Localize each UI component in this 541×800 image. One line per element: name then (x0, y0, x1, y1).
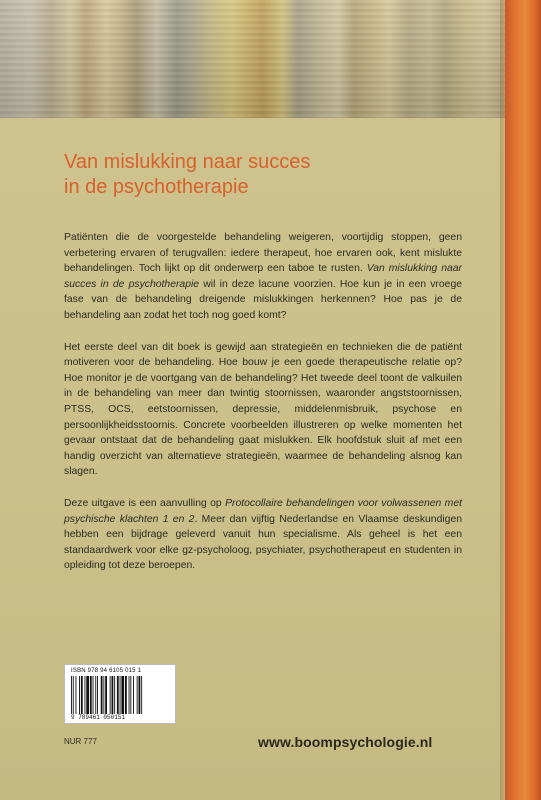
barcode-bar (117, 676, 119, 714)
barcode-bar (125, 676, 127, 714)
paragraph-intro-part-b: wil in deze lacune voorzien. Hoe kun je in een vroege fase van de behandeling dreigende mislukkingen herkennen? Hoe pas je de behandeling aan zodat het toch nog goed komt? (64, 278, 463, 321)
title-line-2: in de psychotherapie (64, 176, 249, 198)
paragraph-intro-part-a: Patiënten die de voorgestelde behandeling weigeren, voortijdig stoppen, geen verbetering ervaren of terugvallen: iedere therapeut, hoe ervaren ook, kent mislukte behandelingen. Toch lijkt op dit onderwerp een taboe te rusten. (64, 232, 462, 275)
barcode-bar (139, 676, 141, 714)
cover-photo-strip (0, 0, 505, 118)
barcode-digits: 9 789461 050151 (71, 714, 126, 721)
barcode-bar (133, 676, 134, 714)
barcode-bar (114, 676, 115, 714)
publisher-website: www.boompsychologie.nl (258, 734, 433, 750)
isbn-barcode (64, 664, 176, 724)
title-line-1: Van mislukking naar succes (64, 151, 311, 173)
nur-code: NUR 777 (64, 737, 97, 746)
barcode-bar (129, 676, 130, 714)
barcode-bar (93, 676, 94, 714)
paragraph-contents: Het eerste deel van dit boek is gewijd aan strategieën en technieken die de patiënt motiveren voor de behandeling. Hoe bouw je een goede therapeutische relatie op? Hoe monitor je de voortgang van de behandeling? Het tweede deel toont de valkuilen in de behandeling van meer dan twintig stoornissen, waaronder angststoornissen, PTSS, OCS, eetstoornissen, depressie, middelenmisbruik, psychose en persoonlijkheidsstoornis. Concrete voorbeelden illustreren op welke momenten het gevaar ontstaat dat de behandeling gaat mislukken. Elk hoofdstuk sluit af met een handig overzicht van alternatieve strategieën, waarmee de behandeling alsnog kan slagen. (64, 341, 462, 478)
barcode-bar (101, 676, 103, 714)
barcode-bar (85, 676, 86, 714)
barcode-bar (81, 676, 83, 714)
paragraph-intro-title-italic: Van mislukking naar succes in de psychotherapie (64, 263, 462, 290)
barcode-bar (71, 676, 72, 714)
barcode-bar (79, 676, 80, 714)
barcode-bar (112, 676, 114, 714)
barcode-bar (110, 676, 111, 714)
isbn-label: ISBN 978 94 6105 015 1 (71, 668, 142, 674)
barcode-bar (121, 676, 124, 714)
barcode-bar (137, 676, 138, 714)
barcode-bars (69, 676, 171, 714)
paragraph-edition (64, 496, 462, 574)
barcode-bar (76, 676, 77, 714)
barcode-bar (120, 676, 121, 714)
barcode-bar (73, 676, 74, 714)
barcode-bar (95, 676, 96, 714)
barcode-bar (130, 676, 131, 714)
cover-text-block (64, 150, 462, 590)
paragraph-edition-part-b: . Meer dan vijftig Nederlandse en Vlaamse deskundigen hebben een bijdrage geleverd vanuit hun specialisme. Als geheel is het een standaardwerk voor elke gz-psycholoog, psychiater, psychotherapeut en studenten in opleiding tot deze beroepen. (64, 513, 462, 572)
barcode-bar (97, 676, 98, 714)
barcode-bar (103, 676, 104, 714)
barcode-bar (105, 676, 107, 714)
paragraph-edition-part-a: Deze uitgave is een aanvulling op (64, 497, 226, 509)
paragraph-edition-title-italic: Protocollaire behandelingen voor volwassenen met psychische klachten 1 en 2 (64, 497, 463, 525)
book-title (64, 150, 462, 200)
paragraph-intro (64, 230, 462, 324)
book-spine (505, 0, 541, 800)
barcode-bar (86, 676, 89, 714)
barcode-bar (90, 676, 92, 714)
barcode-bar (141, 676, 142, 714)
